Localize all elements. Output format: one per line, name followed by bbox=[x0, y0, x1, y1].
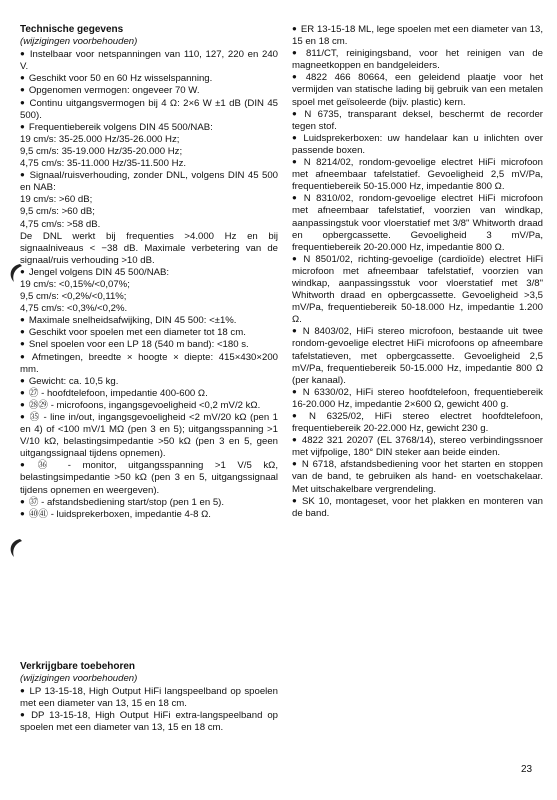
spec-paragraph: ● N 8310/02, rondom-gevoelige electret HiFi microfoon met afneembaar tafelstatief, voorzien van windkap, aanpassingstuk voor vloerstatief met 3/8" Whitworth draad en opbergcassette. Gevoeligheid 3 mV/Pa, frequentiebereik 20-20.000 Hz, impedantie 800 Ω. bbox=[292, 193, 543, 253]
spec-paragraph: 9,5 cm/s: >60 dB; bbox=[20, 206, 95, 218]
spec-paragraph: ● Gewicht: ca. 10,5 kg. bbox=[20, 376, 278, 388]
spec-paragraph: 19 cm/s: >60 dB; bbox=[20, 194, 93, 206]
available-accessories-section bbox=[20, 661, 278, 735]
technical-data-heading: Technische gegevens bbox=[20, 24, 124, 35]
spec-paragraph: ● Afmetingen, breedte × hoogte × diepte: 415×430×200 mm. bbox=[20, 352, 278, 376]
spec-paragraph: ● ㊵㊶ - luidsprekerboxen, impedantie 4-8 Ω. bbox=[20, 509, 278, 521]
spec-paragraph: ● 4822 321 20207 (EL 3768/14), stereo verbindingssnoer met vijfpolige, 180° DIN steker aan beide einden. bbox=[292, 435, 543, 459]
spec-paragraph: 19 cm/s: <0,15%/<0,07%; bbox=[20, 278, 130, 290]
accessories-subheading: (wijzigingen voorbehouden) bbox=[20, 673, 138, 685]
spec-paragraph: ● N 8501/02, richting-gevoelige (cardioïde) electret HiFi microfoon met afneembaar tafelstatief, voorzien van windkap, aanpassingsstuk voor vloerstatief met 3/8" Whitworth draad en opbergcassette. Gevoeligheid >3,5 mV/Pa, frequentiebereik 50-18.000 Hz, impedantie 1.200 Ω. bbox=[292, 254, 543, 327]
spec-paragraph: 4,75 cm/s: 35-11.000 Hz/35-11.500 Hz. bbox=[20, 158, 187, 170]
spec-paragraph: ● Continu uitgangsvermogen bij 4 Ω: 2×6 W ±1 dB (DIN 45 500). bbox=[20, 98, 278, 122]
spec-paragraph: ● SK 10, montageset, voor het plakken en monteren van de band. bbox=[292, 496, 543, 520]
spec-paragraph: ● Geschikt voor 50 en 60 Hz wisselspanning. bbox=[20, 73, 278, 85]
spec-paragraph: ● ER 13-15-18 ML, lege spoelen met een diameter van 13, 15 en 18 cm. bbox=[292, 24, 543, 48]
binding-hole-mark bbox=[6, 262, 26, 284]
spec-paragraph: ● DP 13-15-18, High Output HiFi extra-langspeelband op spoelen met een diameter van 13, 15 en 18 cm. bbox=[20, 710, 278, 734]
spec-paragraph: ● Instelbaar voor netspanningen van 110, 127, 220 en 240 V. bbox=[20, 49, 278, 73]
spec-paragraph: ● Snel spoelen voor een LP 18 (540 m band): <180 s. bbox=[20, 339, 278, 351]
spec-paragraph: ● LP 13-15-18, High Output HiFi langspeelband op spoelen met een diameter van 13, 15 en 18 cm. bbox=[20, 686, 278, 710]
technical-data-list bbox=[20, 49, 278, 521]
spec-paragraph: ● Opgenomen vermogen: ongeveer 70 W. bbox=[20, 85, 278, 97]
spec-paragraph: ● Signaal/ruisverhouding, zonder DNL, volgens DIN 45 500 en NAB: bbox=[20, 170, 278, 194]
spec-paragraph: 4,75 cm/s: <0,3%/<0,2%. bbox=[20, 303, 128, 315]
spec-paragraph: ● N 8403/02, HiFi stereo microfoon, bestaande uit twee rondom-gevoelige electret HiFi microfoons op afneembare tafelstatieven, met opbergcassette. Gevoeligheid 2,5 mV/Pa, frequentiebereik 50-15.000 Hz, impedantie 800 Ω (per kanaal). bbox=[292, 326, 543, 386]
spec-paragraph: ● N 6325/02, HiFi stereo electret hoofdtelefoon, frequentiebereik 20-22.000 Hz, gewicht 230 g. bbox=[292, 411, 543, 435]
spec-paragraph: ● ㉘㉙ - microfoons, ingangsgevoeligheid <0,2 mV/2 kΩ. bbox=[20, 400, 278, 412]
spec-paragraph: ● ㊲ - afstandsbediening start/stop (pen 1 en 5). bbox=[20, 497, 278, 509]
spec-paragraph: 4,75 cm/s: >58 dB. bbox=[20, 218, 101, 230]
spec-paragraph: ● Frequentiebereik volgens DIN 45 500/NAB: bbox=[20, 122, 278, 134]
page-number: 23 bbox=[521, 764, 533, 775]
accessories-heading: Verkrijgbare toebehoren bbox=[20, 661, 136, 672]
accessories-list bbox=[292, 24, 543, 520]
spec-paragraph: 19 cm/s: 35-25.000 Hz/35-26.000 Hz; bbox=[20, 133, 180, 145]
spec-paragraph: ● Jengel volgens DIN 45 500/NAB: bbox=[20, 267, 278, 279]
spec-paragraph: ● Geschikt voor spoelen met een diameter tot 18 cm. bbox=[20, 327, 278, 339]
spec-paragraph: ● 811/CT, reinigingsband, voor het reinigen van de magneetkoppen en bandgeleiders. bbox=[292, 48, 543, 72]
technical-data-subheading: (wijzigingen voorbehouden) bbox=[20, 36, 138, 48]
accessories-items bbox=[20, 686, 278, 734]
spec-paragraph: De DNL werkt bij frequenties >4.000 Hz en bij signaalniveaus < −38 dB. Maximale verbetering van de signaal/ruis verhouding >10 dB. bbox=[20, 230, 278, 266]
spec-paragraph: 9,5 cm/s: 35-19.000 Hz/35-20.000 Hz; bbox=[20, 145, 183, 157]
spec-paragraph: ● ㊱ - monitor, uitgangsspanning >1 V/5 kΩ, belastingsimpedantie >50 kΩ (pen 3 en 5, uitgangssignaal tijdens opnemen en weergeven). bbox=[20, 460, 278, 496]
spec-paragraph: ● ㉗ - hoofdtelefoon, impedantie 400-600 Ω. bbox=[20, 388, 278, 400]
spec-paragraph: ● 4822 466 80664, een geleidend plaatje voor het vermijden van statische lading bij gebruik van een metalen spoel met geïsoleerde (bijv. plastic) kern. bbox=[292, 72, 543, 108]
technical-data-column bbox=[20, 24, 278, 521]
spec-paragraph: ● N 6735, transparant deksel, beschermt de recorder tegen stof. bbox=[292, 109, 543, 133]
spec-paragraph: ● N 8214/02, rondom-gevoelige electret HiFi microfoon met afneembaar tafelstatief. Gevoeligheid 2,5 mV/Pa, frequentiebereik 50-15.000 Hz, impedantie 800 Ω. bbox=[292, 157, 543, 193]
spec-paragraph: ● Maximale snelheidsafwijking, DIN 45 500: <±1%. bbox=[20, 315, 278, 327]
spec-paragraph: ● Luidsprekerboxen: uw handelaar kan u inlichten over passende boxen. bbox=[292, 133, 543, 157]
accessories-list-column bbox=[292, 24, 543, 520]
spec-paragraph: ● N 6330/02, HiFi stereo hoofdtelefoon, frequentiebereik 16-20.000 Hz, impedantie 2×600 Ω, gewicht 400 g. bbox=[292, 387, 543, 411]
spec-paragraph: 9,5 cm/s: <0,2%/<0,11%; bbox=[20, 291, 127, 303]
spec-paragraph: ● ㉟ - line in/out, ingangsgevoeligheid <2 mV/20 kΩ (pen 1 en 4) of <100 mV/1 MΩ (pen 3 en 5); uitgangsspanning >1 V/10 kΩ, belastingsimpedantie >50 kΩ (pen 3 en 5, geen uitgangssignaal tijdens opnemen). bbox=[20, 412, 278, 460]
binding-hole-mark bbox=[6, 537, 26, 559]
spec-paragraph: ● N 6718, afstandsbediening voor het starten en stoppen van de band, te gebruiken als hand- en voetschakelaar. Met uitschakelbare vergrendeling. bbox=[292, 459, 543, 495]
